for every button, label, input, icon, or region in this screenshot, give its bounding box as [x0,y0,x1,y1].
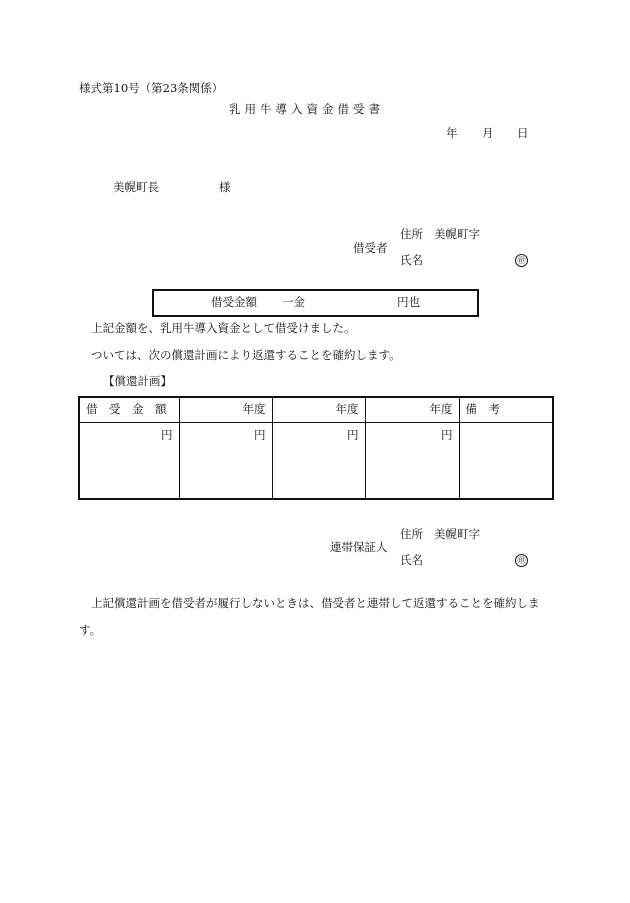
cell-year-2: 円 [272,423,365,500]
cell-year-3: 円 [365,423,459,500]
addressee-name: 美幌町長 [113,180,159,194]
date-day-label: 日 [517,126,529,140]
guarantor-seal-mark [515,554,528,567]
addressee-honorific: 様 [219,180,231,194]
header-fiscal-year-1: 年度 [179,397,272,423]
plan-heading: 【償還計画】 [103,374,172,388]
body-text-line1: 上記金額を、乳用牛導入資金として借受けました。 [91,321,356,335]
guarantor-address-value: 美幌町字 [434,527,480,541]
header-fiscal-year-2: 年度 [272,397,365,423]
cell-year-1: 円 [179,423,272,500]
header-remarks: 備 考 [459,397,553,423]
amount-suffix: 円也 [397,295,420,309]
cell-remarks [459,423,553,500]
borrower-seal: ㊞ [515,254,528,267]
guarantor-seal: ㊞ [515,554,528,567]
table-row [79,423,553,500]
borrower-address-value: 美幌町字 [434,227,480,241]
guarantor-address-label: 住所 [400,527,423,541]
borrower-address-label: 住所 [400,227,423,241]
guarantor-name-label: 氏名 [400,553,423,567]
document-title: 乳用牛導入資金借受書 [229,102,384,116]
amount-label: 借受金額 [211,295,257,309]
borrower-role: 借受者 [353,241,388,255]
body-text-line2: ついては、次の償還計画により返還することを確約します。 [91,348,401,362]
borrower-seal-mark [515,254,528,267]
header-loan-amount-label: 借 受 金 額 [86,402,167,417]
borrower-name-label: 氏名 [400,253,423,267]
amount-box [152,289,479,317]
table-header-row [79,397,553,423]
repayment-plan-table [78,396,554,500]
closing-text-line2: す。 [79,623,102,637]
closing-text-line1: 上記償還計画を借受者が履行しないときは、借受者と連帯して返還することを確約しま [91,596,540,610]
form-number: 様式第10号（第23条関係） [79,81,224,95]
header-loan-amount [79,397,179,423]
date-month-label: 月 [482,126,494,140]
date-year-label: 年 [446,126,458,140]
amount-prefix: 一金 [282,295,305,309]
guarantor-role: 連帯保証人 [330,540,388,554]
cell-loan-amount: 円 [79,423,179,500]
header-fiscal-year-3: 年度 [365,397,459,423]
